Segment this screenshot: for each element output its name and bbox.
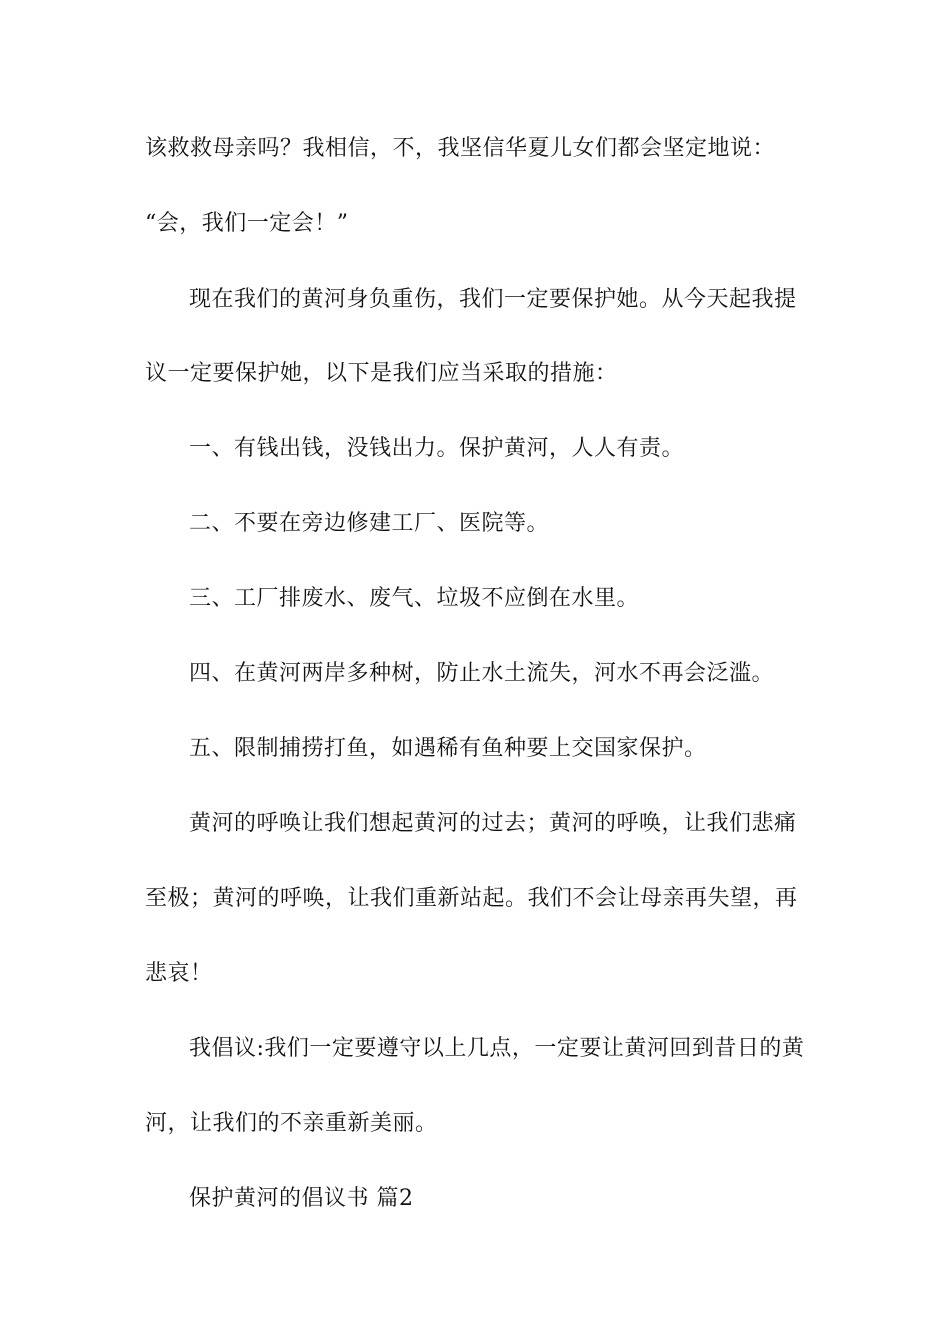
text-line: 黄河的呼唤让我们想起黄河的过去；黄河的呼唤，让我们悲痛 [189,811,797,836]
text-line: 该救救母亲吗？我相信，不，我坚信华夏儿女们都会坚定地说： [145,136,776,161]
list-item: 五、限制捕捞打鱼，如遇稀有鱼种要上交国家保护。 [189,736,707,761]
list-item: 四、在黄河两岸多种树，防止水土流失，河水不再会泛滥。 [189,661,775,686]
section-title: 保护黄河的倡议书 篇2 [189,1186,414,1211]
list-item: 一、有钱出钱，没钱出力。保护黄河，人人有责。 [189,436,685,461]
list-item: 三、工厂排废水、废气、垃圾不应倒在水里。 [189,586,640,611]
text-line: 至极；黄河的呼唤，让我们重新站起。我们不会让母亲再失望，再 [145,886,798,911]
text-line: 河，让我们的不亲重新美丽。 [145,1111,438,1136]
text-line: 悲哀！ [145,961,213,986]
text-line: 议一定要保护她，以下是我们应当采取的措施： [145,361,618,386]
text-line: 现在我们的黄河身负重伤，我们一定要保护她。从今天起我提 [189,287,797,312]
text-line: “会，我们一定会！” [145,211,349,236]
list-item: 二、不要在旁边修建工厂、医院等。 [189,511,550,536]
text-line: 我倡议:我们一定要遵守以上几点，一定要让黄河回到昔日的黄 [189,1036,805,1061]
